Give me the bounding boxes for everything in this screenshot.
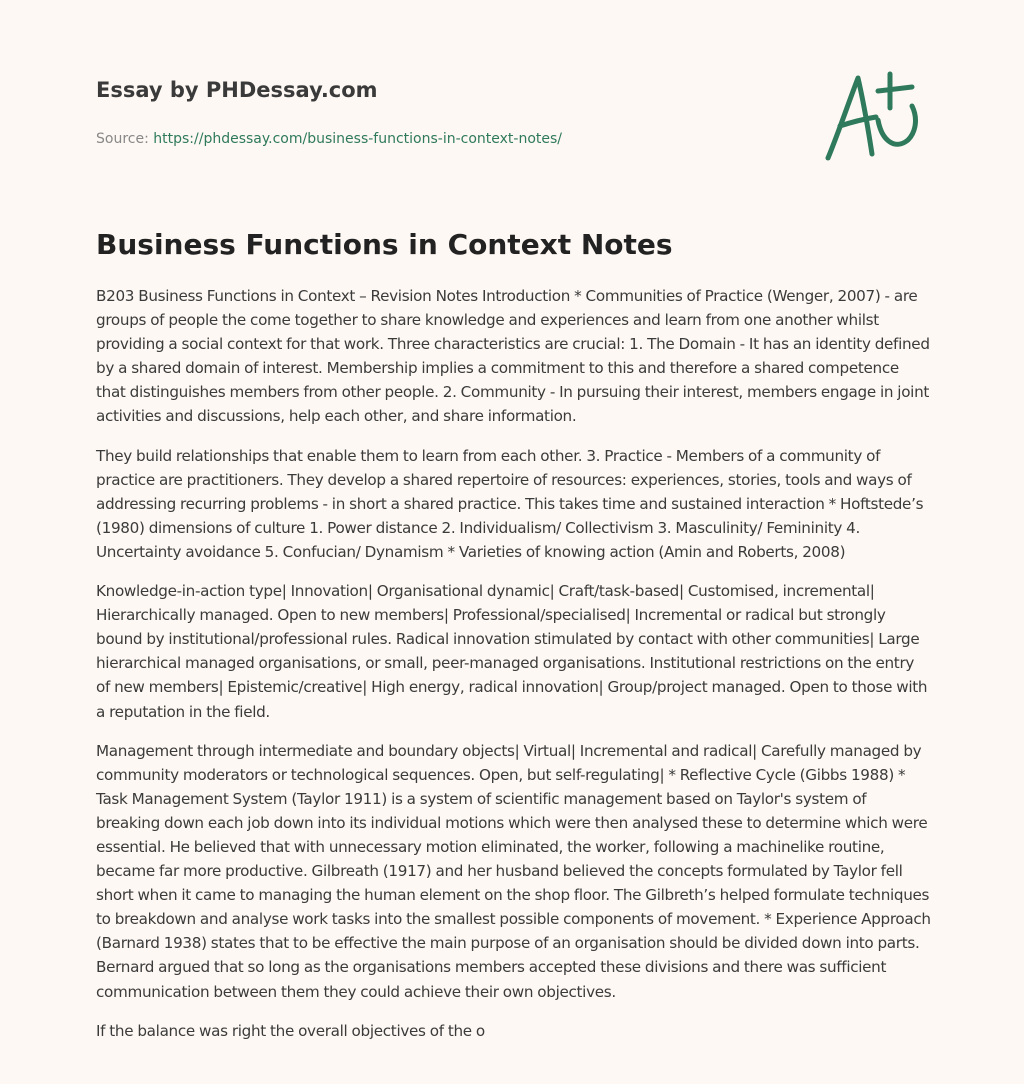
a-plus-logo-icon bbox=[820, 64, 932, 168]
page-header bbox=[96, 76, 796, 148]
paragraph: Knowledge-in-action type| Innovation| Organisational dynamic| Craft/task-based| Customised, incremental| Hierarchically managed. Open to new members| Professional/specialised| Incremental or radical but strongly bound by institutional/professional rules. Radical innovation stimulated by contact with other communities| Large hierarchical managed organisations, or small, peer-managed organisations. Institutional restrictions on the entry of new members| Epistemic/creative| High energy, radical innovation| Group/project managed. Open to those with a reputation in the field. bbox=[96, 582, 928, 721]
source-line bbox=[96, 130, 796, 148]
paragraph: B203 Business Functions in Context – Revision Notes Introduction * Communities of Practice (Wenger, 2007) - are groups of people the come together to share knowledge and experiences and learn from one another whilst providing a social context for that work. Three characteristics are crucial: 1. The Domain - It has an identity defined by a shared domain of interest. Membership implies a commitment to this and therefore a shared competence that distinguishes members from other people. 2. Community - In pursuing their interest, members engage in joint activities and discussions, help each other, and share information. bbox=[96, 287, 930, 426]
brand-title: Essay by PHDessay.com bbox=[96, 78, 378, 102]
paragraph: Management through intermediate and boundary objects| Virtual| Incremental and radical| Carefully managed by community moderators or technological sequences. Open, but self-regulating| * Reflective Cycle (Gibbs 1988) * Task Management System (Taylor 1911) is a system of scientific management based on Taylor's system of breaking down each job down into its individual motions which were then analysed these to determine which were essential. He believed that with unnecessary motion eliminated, the worker, following a machinelike routine, became far more productive. Gilbreath (1917) and her husband believed the concepts formulated by Taylor fell short when it came to managing the human element on the shop floor. The Gilbreth’s helped formulate techniques to breakdown and analyse work tasks into the smallest possible components of movement. * Experience Approach (Barnard 1938) states that to be effective the main purpose of an organisation should be divided down into parts. Bernard argued that so long as the organisations members accepted these divisions and there was sufficient communication between them they could achieve their own objectives. bbox=[96, 741, 931, 1001]
article-body bbox=[96, 284, 932, 1058]
paragraph: If the balance was right the overall objectives of the o bbox=[96, 1021, 485, 1040]
source-label: Source: bbox=[96, 131, 149, 147]
paragraph: They build relationships that enable them to learn from each other. 3. Practice - Members of a community of practice are practitioners. They develop a shared repertoire of resources: experiences, stories, tools and ways of addressing recurring problems - in short a shared practice. This takes time and sustained interaction * Hoftstede’s (1980) dimensions of culture 1. Power distance 2. Individualism/ Collectivism 3. Masculinity/ Femininity 4. Uncertainty avoidance 5. Confucian/ Dynamism * Varieties of knowing action (Amin and Roberts, 2008) bbox=[96, 446, 924, 561]
article-title: Business Functions in Context Notes bbox=[96, 228, 673, 261]
source-link[interactable]: https://phdessay.com/business-functions-in-context-notes/ bbox=[153, 131, 563, 147]
